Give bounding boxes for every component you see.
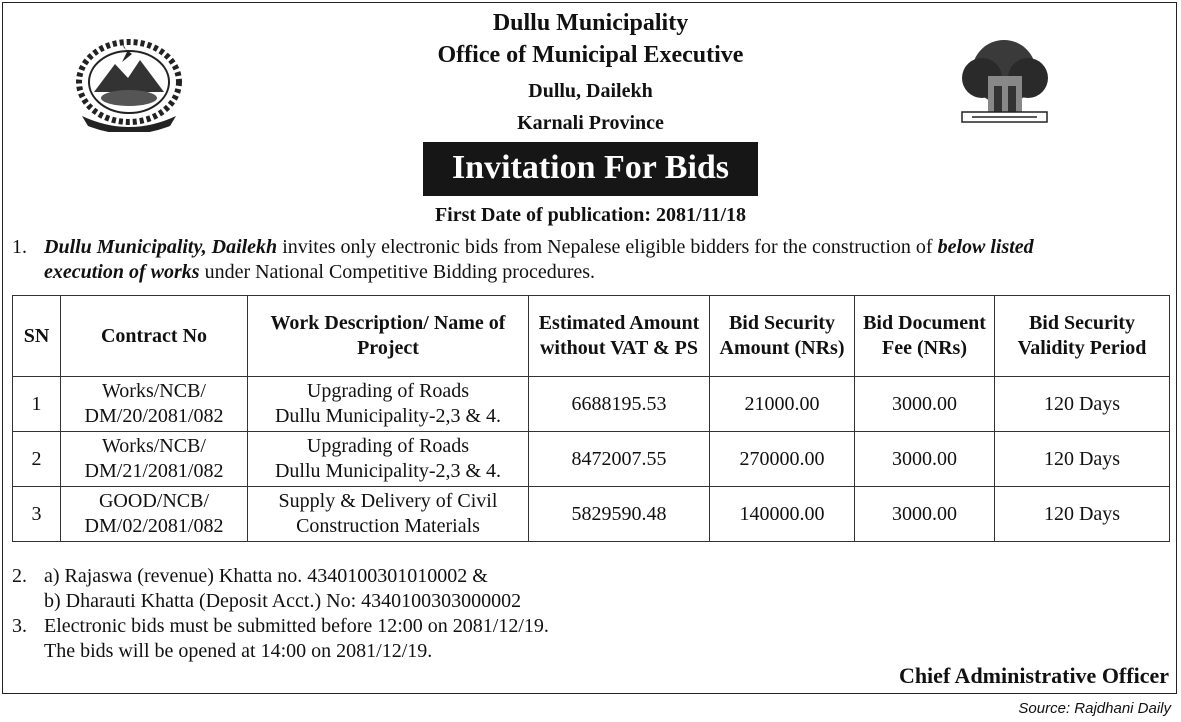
note-2b — [12, 589, 1172, 614]
amount-cell: 5829590.48 — [529, 487, 710, 542]
fee-cell: 3000.00 — [855, 487, 995, 542]
note-text: a) Rajaswa (revenue) Khatta no. 4340100301010002 & — [44, 565, 488, 587]
sn-cell: 2 — [13, 432, 61, 487]
description-line: Upgrading of Roads — [306, 380, 470, 402]
column-header: Bid Security Validity Period — [995, 296, 1170, 377]
column-header: SN — [13, 296, 61, 377]
province-name: Karnali Province — [517, 112, 664, 134]
notice-title-banner: Invitation For Bids — [423, 142, 758, 196]
description-cell — [248, 377, 529, 432]
description-cell — [248, 432, 529, 487]
paragraph-text: under National Competitive Bidding procedures. — [199, 261, 596, 283]
table-row — [13, 487, 1170, 542]
contract-cell — [61, 432, 248, 487]
column-header: Estimated Amount without VAT & PS — [529, 296, 710, 377]
description-line: Upgrading of Roads — [306, 435, 470, 457]
fee-cell: 3000.00 — [855, 377, 995, 432]
table-row — [13, 377, 1170, 432]
note-text: Electronic bids must be submitted before 12:00 on 2081/12/19. — [44, 615, 549, 637]
validity-cell: 120 Days — [995, 432, 1170, 487]
note-3b — [12, 639, 1172, 664]
contract-line: DM/02/2081/082 — [84, 515, 224, 537]
contract-line: DM/21/2081/082 — [84, 460, 224, 482]
sn-cell: 1 — [13, 377, 61, 432]
contract-cell — [61, 377, 248, 432]
note-number: 2. — [12, 565, 27, 587]
contract-cell — [61, 487, 248, 542]
signatory-title: Chief Administrative Officer — [898, 663, 1169, 688]
note-2a — [12, 564, 1172, 589]
contract-line: Works/NCB/ — [102, 380, 206, 402]
description-line: Dullu Municipality-2,3 & 4. — [274, 405, 502, 427]
emphasis-text: below listed — [937, 236, 1034, 258]
description-line: Supply & Delivery of Civil — [278, 490, 498, 512]
paragraph-number: 1. — [12, 236, 27, 258]
contract-line: Works/NCB/ — [102, 435, 206, 457]
note-3a — [12, 614, 1172, 639]
table-row — [13, 432, 1170, 487]
emphasis-text: execution of works — [44, 261, 200, 283]
column-header: Bid Security Amount (NRs) — [710, 296, 855, 377]
description-cell — [248, 487, 529, 542]
table-header-row — [13, 296, 1170, 377]
publication-date: First Date of publication: 2081/11/18 — [434, 204, 747, 226]
column-header: Work Description/ Name of Project — [248, 296, 529, 377]
validity-cell: 120 Days — [995, 487, 1170, 542]
column-header: Contract No — [61, 296, 248, 377]
contract-line: DM/20/2081/082 — [84, 405, 224, 427]
office-name: Office of Municipal Executive — [437, 42, 744, 68]
source-credit: Source: Rajdhani Daily — [1018, 700, 1171, 717]
fee-cell: 3000.00 — [855, 432, 995, 487]
bids-table — [12, 295, 1170, 542]
amount-cell: 8472007.55 — [529, 432, 710, 487]
description-line: Dullu Municipality-2,3 & 4. — [274, 460, 502, 482]
notes-section — [12, 564, 1172, 664]
office-location: Dullu, Dailekh — [528, 80, 653, 102]
municipality-name: Dullu Municipality — [492, 10, 689, 36]
paragraph-text: invites only electronic bids from Nepalese eligible bidders for the construction of — [277, 236, 938, 258]
invitation-paragraph — [12, 235, 1172, 285]
amount-cell: 6688195.53 — [529, 377, 710, 432]
security-cell: 270000.00 — [710, 432, 855, 487]
sn-cell: 3 — [13, 487, 61, 542]
note-text: The bids will be opened at 14:00 on 2081/12/19. — [44, 640, 433, 662]
security-cell: 140000.00 — [710, 487, 855, 542]
contract-line: GOOD/NCB/ — [98, 490, 209, 512]
validity-cell: 120 Days — [995, 377, 1170, 432]
note-number: 3. — [12, 615, 27, 637]
organization-name: Dullu Municipality, Dailekh — [44, 236, 278, 258]
security-cell: 21000.00 — [710, 377, 855, 432]
column-header: Bid Document Fee (NRs) — [855, 296, 995, 377]
note-text: b) Dharauti Khatta (Deposit Acct.) No: 4340100303000002 — [44, 590, 522, 612]
description-line: Construction Materials — [296, 515, 480, 537]
